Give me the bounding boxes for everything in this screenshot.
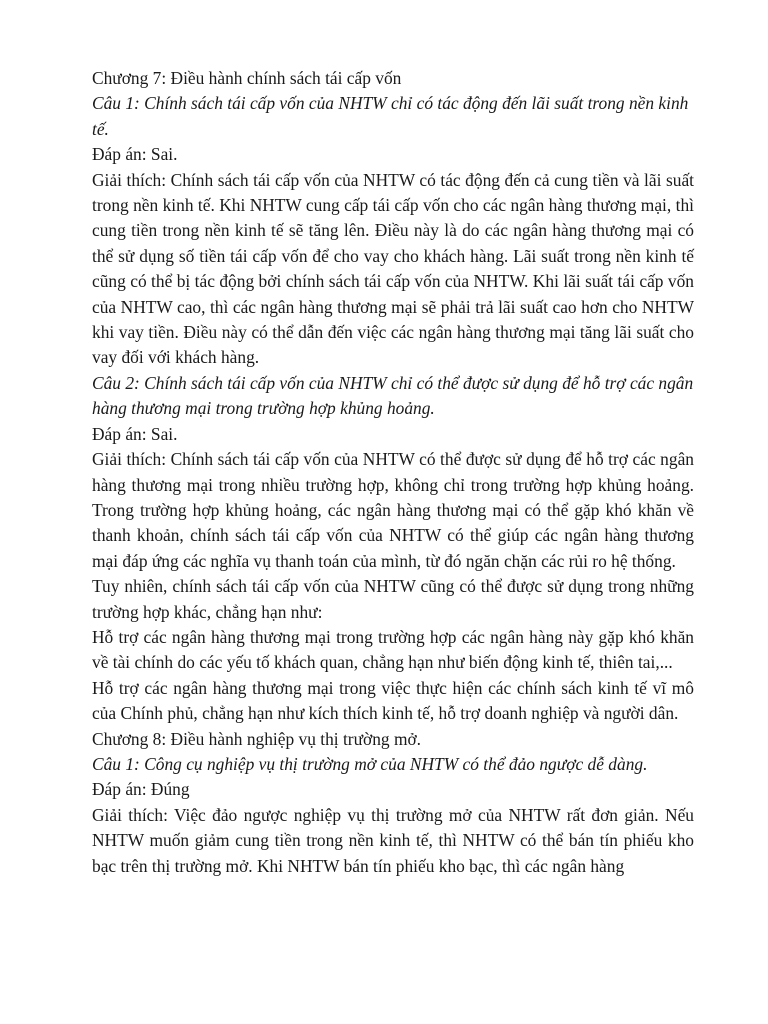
chapter-7-example-1: Hỗ trợ các ngân hàng thương mại trong trường hợp các ngân hàng này gặp khó khăn về tài chính do các yếu tố khách quan, chẳng hạn như biến động kinh tế, thiên tai,... (92, 626, 694, 673)
chapter-8-answer-1: Đáp án: Đúng (92, 779, 190, 800)
chapter-7-explanation-2-continued: Tuy nhiên, chính sách tái cấp vốn của NHTW cũng có thể được sử dụng trong những trường hợp khác, chẳng hạn như: (92, 576, 694, 622)
chapter-7-example-2: Hỗ trợ các ngân hàng thương mại trong việc thực hiện các chính sách kinh tế vĩ mô của Chính phủ, chẳng hạn như kích thích kinh tế, hỗ trợ doanh nghiệp và người dân. (92, 677, 694, 724)
document-page (92, 66, 694, 879)
chapter-8-question-1: Câu 1: Công cụ nghiệp vụ thị trường mở của NHTW có thể đảo ngược dễ dàng. (92, 753, 648, 774)
chapter-7-explanation-1: Giải thích: Chính sách tái cấp vốn của NHTW có tác động đến cả cung tiền và lãi suất trong nền kinh tế. Khi NHTW cung cấp tái cấp vốn cho các ngân hàng thương mại, thì cung tiền trong nền kinh tế sẽ tăng lên. Điều này là do các ngân hàng thương mại có thể sử dụng số tiền tái cấp vốn để cho vay cho khách hàng. Lãi suất trong nền kinh tế cũng có thể bị tác động bởi chính sách tái cấp vốn của NHTW. Khi lãi suất tái cấp vốn của NHTW cao, thì các ngân hàng thương mại sẽ phải trả lãi suất cao hơn cho NHTW khi vay tiền. Điều này có thể dẫn đến việc các ngân hàng thương mại tăng lãi suất cho vay đối với khách hàng. (92, 169, 694, 368)
chapter-8-explanation-1: Giải thích: Việc đảo ngược nghiệp vụ thị trường mở của NHTW rất đơn giản. Nếu NHTW muốn giảm cung tiền trong nền kinh tế, thì NHTW có thể bán tín phiếu kho bạc trên thị trường mở. Khi NHTW bán tín phiếu kho bạc, thì các ngân hàng (92, 804, 694, 876)
chapter-7-explanation-2: Giải thích: Chính sách tái cấp vốn của NHTW có thể được sử dụng để hỗ trợ các ngân hàng thương mại trong nhiều trường hợp, không chỉ trong trường hợp khủng hoảng. Trong trường hợp khủng hoảng, các ngân hàng thương mại có thể gặp khó khăn về thanh khoản, chính sách tái cấp vốn của NHTW có thể giúp các ngân hàng thương mại đáp ứng các nghĩa vụ thanh toán của mình, từ đó ngăn chặn các rủi ro hệ thống. (92, 449, 694, 571)
chapter-7-question-2: Câu 2: Chính sách tái cấp vốn của NHTW chỉ có thể được sử dụng để hỗ trợ các ngân hàng thương mại trong trường hợp khủng hoảng. (92, 372, 694, 419)
chapter-8-heading: Chương 8: Điều hành nghiệp vụ thị trường mở. (92, 728, 422, 749)
chapter-7-question-1: Câu 1: Chính sách tái cấp vốn của NHTW chỉ có tác động đến lãi suất trong nền kinh tế. (92, 93, 689, 139)
chapter-7-answer-2: Đáp án: Sai. (92, 423, 178, 444)
chapter-7-answer-1: Đáp án: Sai. (92, 144, 178, 165)
chapter-7-heading: Chương 7: Điều hành chính sách tái cấp vốn (92, 68, 402, 88)
